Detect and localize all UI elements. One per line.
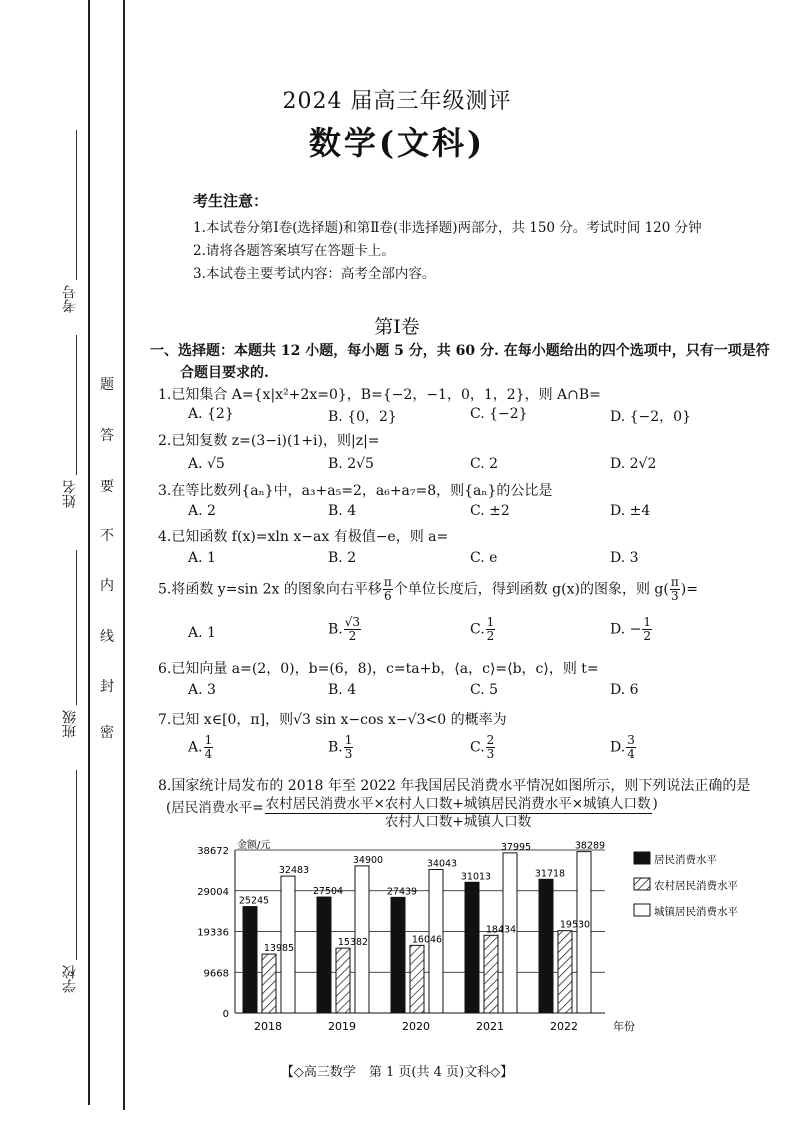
- school-label: 学校: [62, 965, 78, 993]
- section-instruction: 合题目要求的.: [180, 365, 269, 381]
- data-label: 34043: [426, 858, 458, 870]
- bar-hatched: [558, 931, 572, 1013]
- legend-label: 城镇居民消费水平: [654, 906, 738, 918]
- question-2-option-a[interactable]: A. √5: [188, 456, 225, 472]
- notice-item: 3.本试卷主要考试内容：高考全部内容。: [193, 266, 436, 282]
- question-5-option-a[interactable]: A. 1: [188, 625, 216, 641]
- y-tick-label: 9668: [203, 968, 229, 980]
- data-label: 18434: [485, 924, 517, 936]
- question-5-option-c[interactable]: C. $\frac{1}{2}$: [470, 615, 495, 643]
- section-instruction: 一、选择题：本题共 12 小题，每小题 5 分，共 60 分. 在每小题给出的四个选项中，只有一项是符: [150, 343, 770, 359]
- school-field[interactable]: [76, 770, 77, 960]
- data-label: 27504: [312, 886, 344, 898]
- notice-heading: 考生注意：: [193, 192, 269, 210]
- y-tick-label: 0: [222, 1009, 229, 1020]
- bar-hatched: [262, 954, 276, 1013]
- question-3-option-c[interactable]: C. ±2: [470, 503, 510, 519]
- fraction: $\frac{\pi}{6}$: [383, 575, 392, 603]
- legend-swatch: [634, 878, 650, 890]
- question-7-stem: 7.已知 x∈[0，π]，则√3 sin x−cos x−√3<0 的概率为: [158, 712, 507, 728]
- bar-empty: [577, 852, 591, 1013]
- x-tick-label: 2019: [328, 1020, 356, 1033]
- question-7-option-b[interactable]: B. $\frac{1}{3}$: [328, 733, 353, 761]
- exam-title: 2024 届高三年级测评: [282, 89, 512, 114]
- x-tick-label: 2021: [476, 1020, 504, 1033]
- question-8-formula: (居民消费水平= $\frac{\text{农村居民消费水平×农村人口数+城镇居民消费水平×城镇人口数}}{\text{农村人口数+城镇人口数}}$ ): [166, 796, 658, 830]
- x-tick-label: 2018: [254, 1020, 282, 1033]
- question-1-option-d[interactable]: D. {−2，0}: [610, 409, 691, 425]
- bar-hatched: [410, 945, 424, 1013]
- seal-char: 封: [100, 679, 114, 695]
- x-axis-label: 年份: [613, 1020, 635, 1033]
- question-7-option-c[interactable]: C. $\frac{2}{3}$: [470, 733, 495, 761]
- bar-solid: [317, 897, 331, 1013]
- question-3-stem: 3.在等比数列{aₙ}中，a₃+a₅=2，a₆+a₇=8，则{aₙ}的公比是: [158, 483, 553, 499]
- data-label: 25245: [238, 895, 270, 907]
- name-field[interactable]: [76, 335, 77, 475]
- data-label: 38289: [574, 840, 606, 852]
- question-5-option-d[interactable]: D. − $\frac{1}{2}$: [610, 615, 651, 643]
- bar-solid: [243, 907, 257, 1013]
- y-axis-label: 金额/元: [237, 840, 271, 851]
- question-2-option-d[interactable]: D. 2√2: [610, 456, 657, 472]
- data-label: 27439: [386, 886, 418, 898]
- data-label: 13985: [263, 943, 295, 955]
- question-6-option-c[interactable]: C. 5: [470, 682, 499, 698]
- question-6-stem: 6.已知向量 a=(2，0)，b=(6，8)，c=ta+b，⟨a，c⟩=⟨b，c⟩，则 t=: [158, 661, 599, 677]
- question-2-option-c[interactable]: C. 2: [470, 456, 499, 472]
- question-6-option-d[interactable]: D. 6: [610, 682, 639, 698]
- data-label: 31718: [534, 868, 566, 880]
- class-field[interactable]: [76, 550, 77, 705]
- seal-char: 题: [100, 377, 114, 393]
- question-6-option-a[interactable]: A. 3: [188, 682, 216, 698]
- question-2-stem: 2.已知复数 z=(3−i)(1+i)，则|z|=: [158, 433, 380, 449]
- question-7-option-d[interactable]: D. $\frac{3}{4}$: [610, 733, 635, 761]
- seal-char: 密: [100, 725, 114, 741]
- question-4-option-c[interactable]: C. e: [470, 550, 498, 566]
- seal-char: 要: [100, 479, 114, 495]
- page-footer: 【◇高三数学 第 1 页(共 4 页)文科◇】: [280, 1065, 514, 1080]
- class-label: 班级: [62, 710, 78, 738]
- notice-item: 2.请将各题答案填写在答题卡上。: [193, 243, 395, 259]
- seal-char: 线: [100, 629, 114, 645]
- x-tick-label: 2020: [402, 1020, 430, 1033]
- legend-swatch: [634, 852, 650, 864]
- data-label: 16046: [411, 934, 443, 946]
- y-tick-label: 19336: [197, 927, 229, 939]
- legend-swatch: [634, 904, 650, 916]
- bar-solid: [539, 879, 553, 1013]
- exam-number-label: 考号: [62, 285, 78, 313]
- data-label: 31013: [460, 871, 492, 883]
- x-tick-label: 2022: [550, 1020, 578, 1033]
- section-title: 第Ⅰ卷: [374, 316, 420, 338]
- question-7-option-a[interactable]: A. $\frac{1}{4}$: [188, 733, 213, 761]
- data-label: 32483: [278, 865, 310, 877]
- legend-label: 居民消费水平: [654, 854, 717, 866]
- name-label: 姓名: [62, 480, 78, 508]
- question-1-option-a[interactable]: A. {2}: [188, 406, 234, 422]
- question-4-option-b[interactable]: B. 2: [328, 550, 357, 566]
- question-5-stem: 5.将函数 y=sin 2x 的图象向右平移 $\frac{\pi}{6}$ 个单位长度后，得到函数 g(x)的图象，则 g( $\frac{\pi}{3}$ )=: [158, 575, 698, 603]
- question-4-option-d[interactable]: D. 3: [610, 550, 639, 566]
- legend-label: 农村居民消费水平: [654, 880, 738, 892]
- question-2-option-b[interactable]: B. 2√5: [328, 456, 374, 472]
- question-1-stem: 1.已知集合 A={x|x²+2x=0}，B={−2，−1，0，1，2}，则 A∩B=: [158, 387, 601, 403]
- seal-char: 答: [100, 428, 114, 444]
- binding-line-outer: [88, 0, 90, 1105]
- data-label: 34900: [352, 854, 384, 866]
- consumption-chart: [180, 838, 770, 1048]
- y-tick-label: 29004: [197, 886, 229, 898]
- question-1-option-b[interactable]: B. {0，2}: [328, 409, 397, 425]
- data-label: 15382: [337, 937, 369, 949]
- bar-hatched: [484, 935, 498, 1013]
- data-label: 19530: [559, 919, 591, 931]
- question-1-option-c[interactable]: C. {−2}: [470, 406, 528, 422]
- question-4-stem: 4.已知函数 f(x)=xln x−ax 有极值−e，则 a=: [158, 529, 449, 545]
- bar-hatched: [336, 948, 350, 1013]
- fraction: $\frac{\pi}{3}$: [670, 575, 679, 603]
- question-6-option-b[interactable]: B. 4: [328, 682, 357, 698]
- question-8-stem: 8.国家统计局发布的 2018 年至 2022 年我国居民消费水平情况如图所示，则下列说法正确的是: [158, 778, 751, 794]
- seal-char: 内: [100, 578, 114, 594]
- data-label: 37995: [500, 841, 532, 853]
- question-4-option-a[interactable]: A. 1: [188, 550, 216, 566]
- question-3-option-b[interactable]: B. 4: [328, 503, 357, 519]
- notice-item: 1.本试卷分第Ⅰ卷(选择题)和第Ⅱ卷(非选择题)两部分，共 150 分。考试时间 120 分钟: [193, 220, 702, 236]
- question-5-option-b[interactable]: B. $\frac{√3}{2}$: [328, 615, 361, 643]
- y-tick-label: 38672: [197, 846, 229, 857]
- question-3-option-a[interactable]: A. 2: [188, 503, 216, 519]
- question-3-option-d[interactable]: D. ±4: [610, 503, 651, 519]
- seal-char: 不: [100, 528, 114, 544]
- binding-line-inner: [123, 0, 125, 1110]
- bar-solid: [465, 882, 479, 1013]
- bar-solid: [391, 897, 405, 1013]
- subject-title: 数学(文科): [308, 124, 486, 162]
